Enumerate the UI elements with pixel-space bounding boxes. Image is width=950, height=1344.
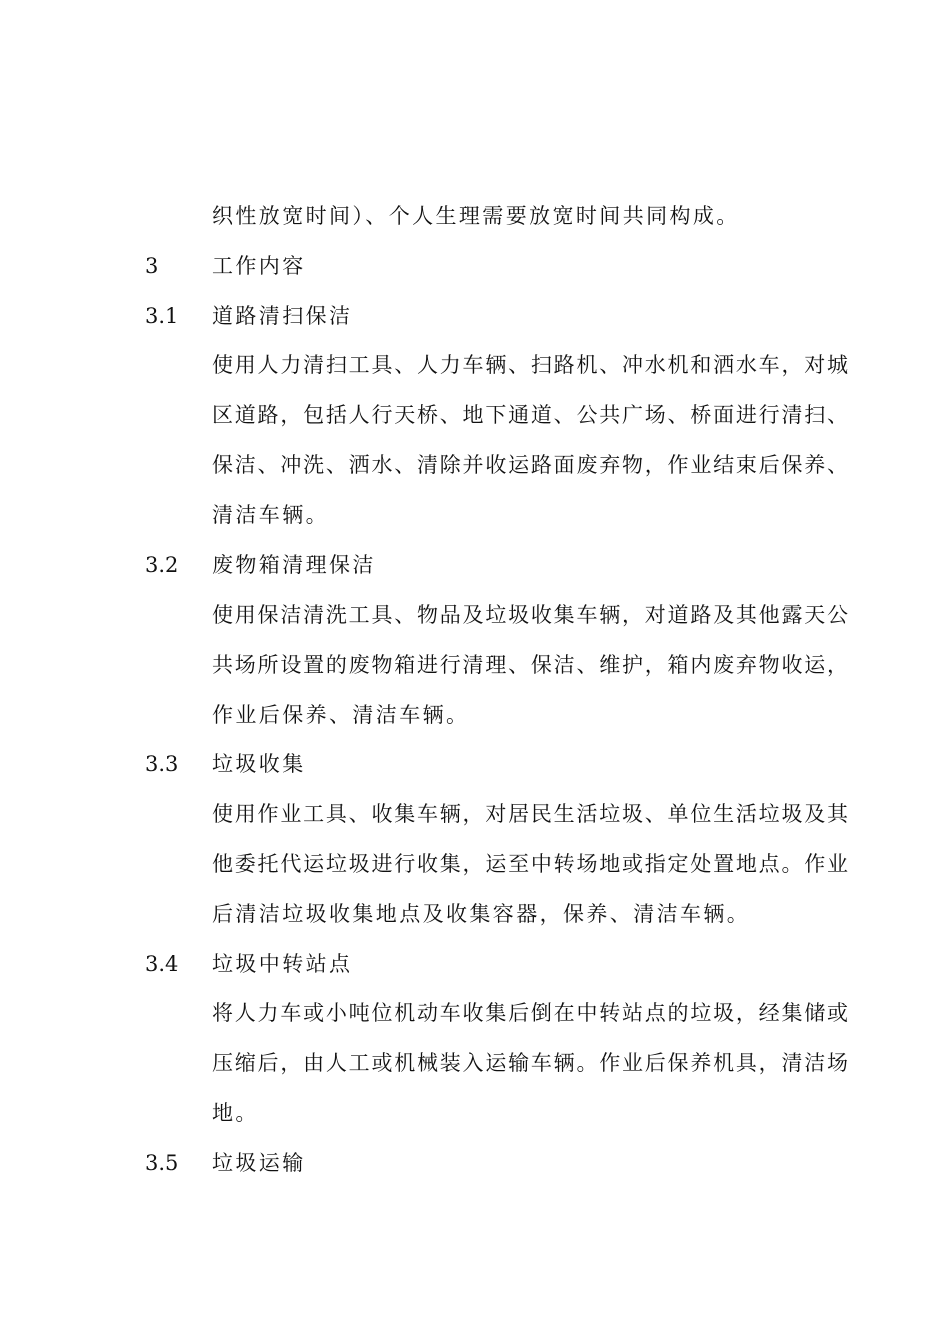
subsection-title: 垃圾运输 [212,1151,306,1175]
subsection-number: 3.1 [145,304,179,328]
subsection-number: 3.5 [145,1151,179,1175]
paragraph-line: 作业后保养、清洁车辆。 [212,703,470,727]
paragraph-line: 压缩后，由人工或机械装入运输车辆。作业后保养机具，清洁场 [212,1051,848,1075]
section-title: 工作内容 [212,254,306,278]
subsection-number: 3.2 [145,553,179,577]
paragraph-line: 将人力车或小吨位机动车收集后倒在中转站点的垃圾，经集储或 [212,1001,848,1025]
paragraph-line: 地。 [212,1101,259,1125]
paragraph-line: 区道路，包括人行天桥、地下通道、公共广场、桥面进行清扫、 [212,403,848,427]
subsection-title: 废物箱清理保洁 [212,553,376,577]
section-number: 3 [145,254,159,278]
paragraph-line: 使用保洁清洗工具、物品及垃圾收集车辆，对道路及其他露天公 [212,603,848,627]
paragraph-line: 共场所设置的废物箱进行清理、保洁、维护，箱内废弃物收运， [212,653,848,677]
paragraph-line: 他委托代运垃圾进行收集，运至中转场地或指定处置地点。作业 [212,852,848,876]
paragraph-line: 保洁、冲洗、洒水、清除并收运路面废弃物，作业结束后保养、 [212,453,848,477]
paragraph-line: 使用人力清扫工具、人力车辆、扫路机、冲水机和洒水车，对城 [212,353,848,377]
subsection-number: 3.3 [145,752,179,776]
paragraph-line: 后清洁垃圾收集地点及收集容器，保养、清洁车辆。 [212,902,751,926]
continuation-text: 织性放宽时间）、个人生理需要放宽时间共同构成。 [212,204,740,228]
paragraph-line: 清洁车辆。 [212,503,329,527]
paragraph-line: 使用作业工具、收集车辆，对居民生活垃圾、单位生活垃圾及其 [212,802,848,826]
subsection-number: 3.4 [145,952,179,976]
subsection-title: 道路清扫保洁 [212,304,353,328]
subsection-title: 垃圾收集 [212,752,306,776]
subsection-title: 垃圾中转站点 [212,952,353,976]
